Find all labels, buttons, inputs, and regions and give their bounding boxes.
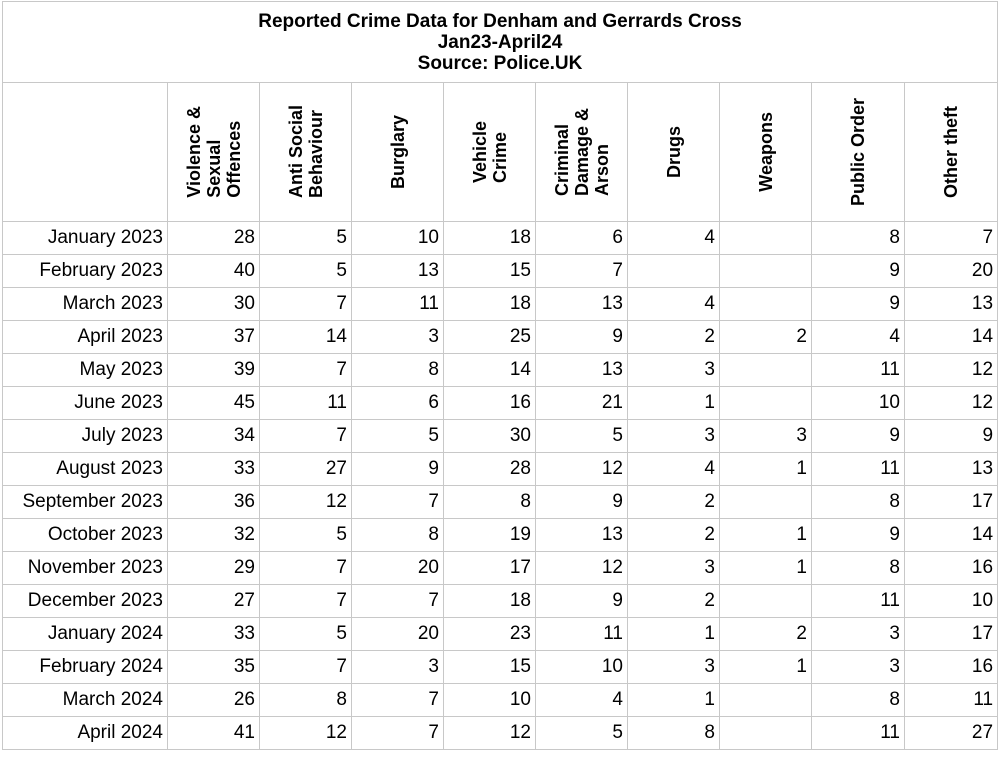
- table-cell: 10: [352, 222, 444, 255]
- table-cell: 9: [812, 519, 905, 552]
- table-cell: 9: [812, 255, 905, 288]
- table-cell: 3: [352, 651, 444, 684]
- table-cell: 5: [260, 618, 352, 651]
- table-row: [3, 651, 998, 684]
- column-header-label: Drugs: [663, 125, 684, 178]
- table-cell: 4: [628, 222, 720, 255]
- table-cell: 8: [812, 552, 905, 585]
- table-cell: 13: [536, 354, 628, 387]
- table-cell: 33: [168, 453, 260, 486]
- table-cell: 29: [168, 552, 260, 585]
- table-cell: 4: [536, 684, 628, 717]
- table-cell: 23: [444, 618, 536, 651]
- table-cell: 10: [812, 387, 905, 420]
- row-label-month: December 2023: [3, 585, 168, 618]
- table-cell: 7: [260, 354, 352, 387]
- column-header-label: Vehicle Crime: [469, 120, 510, 184]
- row-label-month: November 2023: [3, 552, 168, 585]
- table-cell: 5: [536, 717, 628, 750]
- table-cell: 16: [444, 387, 536, 420]
- row-label-month: May 2023: [3, 354, 168, 387]
- row-label-month: March 2024: [3, 684, 168, 717]
- table-cell: 45: [168, 387, 260, 420]
- table-cell: 11: [812, 717, 905, 750]
- table-cell: 20: [352, 618, 444, 651]
- table-cell: 9: [905, 420, 998, 453]
- table-cell: 8: [444, 486, 536, 519]
- table-cell: 40: [168, 255, 260, 288]
- column-header-label: Public Order: [848, 97, 868, 207]
- column-header-label: Criminal Damage & Arson: [551, 107, 612, 197]
- table-row: [3, 387, 998, 420]
- column-header-label: Burglary: [387, 114, 408, 190]
- table-cell: 15: [444, 651, 536, 684]
- table-cell: 12: [905, 354, 998, 387]
- row-label-month: August 2023: [3, 453, 168, 486]
- table-cell: 13: [352, 255, 444, 288]
- table-cell: 18: [444, 288, 536, 321]
- column-header: [628, 83, 720, 222]
- table-cell: 2: [628, 321, 720, 354]
- table-cell: 9: [812, 288, 905, 321]
- table-cell: 27: [168, 585, 260, 618]
- row-label-month: March 2023: [3, 288, 168, 321]
- table-cell: [720, 486, 812, 519]
- table-cell: 14: [260, 321, 352, 354]
- table-cell: 37: [168, 321, 260, 354]
- table-cell: 3: [628, 651, 720, 684]
- corner-cell: [3, 83, 168, 222]
- table-cell: 33: [168, 618, 260, 651]
- table-cell: [720, 255, 812, 288]
- table-cell: 8: [812, 684, 905, 717]
- table-row: [3, 255, 998, 288]
- table-cell: 20: [905, 255, 998, 288]
- table-cell: 4: [628, 453, 720, 486]
- table-cell: 4: [628, 288, 720, 321]
- table-cell: 14: [444, 354, 536, 387]
- table-cell: 2: [628, 486, 720, 519]
- table-cell: 9: [352, 453, 444, 486]
- crime-data-table: [2, 1, 998, 750]
- table-cell: 11: [812, 453, 905, 486]
- table-row: [3, 354, 998, 387]
- column-header: [352, 83, 444, 222]
- row-label-month: January 2023: [3, 222, 168, 255]
- table-row: [3, 222, 998, 255]
- table-cell: 12: [260, 717, 352, 750]
- row-label-month: February 2023: [3, 255, 168, 288]
- column-header: [168, 83, 260, 222]
- title-line-2: Jan23-April24: [437, 31, 563, 53]
- table-cell: 21: [536, 387, 628, 420]
- table-row: [3, 321, 998, 354]
- table-cell: 12: [905, 387, 998, 420]
- table-cell: 1: [720, 519, 812, 552]
- table-row: [3, 618, 998, 651]
- table-cell: 11: [352, 288, 444, 321]
- table-cell: 30: [168, 288, 260, 321]
- table-row: [3, 519, 998, 552]
- row-label-month: October 2023: [3, 519, 168, 552]
- table-row: [3, 486, 998, 519]
- table-cell: 8: [352, 519, 444, 552]
- table-cell: 1: [628, 684, 720, 717]
- table-cell: 3: [352, 321, 444, 354]
- table-cell: 1: [628, 618, 720, 651]
- table-cell: 25: [444, 321, 536, 354]
- table-cell: 14: [905, 519, 998, 552]
- table-cell: [628, 255, 720, 288]
- row-label-month: January 2024: [3, 618, 168, 651]
- column-header-label: Violence & Sexual Offences: [183, 106, 244, 198]
- table-cell: 12: [260, 486, 352, 519]
- table-cell: 7: [352, 684, 444, 717]
- table-cell: 28: [168, 222, 260, 255]
- table-cell: 32: [168, 519, 260, 552]
- table-cell: 3: [628, 420, 720, 453]
- table-cell: 7: [352, 717, 444, 750]
- table-cell: [720, 387, 812, 420]
- column-header-row: [3, 83, 998, 222]
- table-cell: 10: [536, 651, 628, 684]
- table-row: [3, 453, 998, 486]
- table-cell: 9: [812, 420, 905, 453]
- table-cell: 16: [905, 651, 998, 684]
- table-row: [3, 717, 998, 750]
- table-cell: 3: [812, 618, 905, 651]
- row-label-month: April 2023: [3, 321, 168, 354]
- table-row: [3, 684, 998, 717]
- table-cell: 11: [536, 618, 628, 651]
- table-cell: 17: [905, 486, 998, 519]
- table-cell: 11: [905, 684, 998, 717]
- column-header: [812, 83, 905, 222]
- table-cell: 1: [720, 453, 812, 486]
- table-cell: 19: [444, 519, 536, 552]
- table-cell: 1: [628, 387, 720, 420]
- table-cell: [720, 684, 812, 717]
- table-cell: 26: [168, 684, 260, 717]
- table-cell: 8: [812, 486, 905, 519]
- table-cell: 4: [812, 321, 905, 354]
- table-row: [3, 552, 998, 585]
- table-cell: 7: [260, 585, 352, 618]
- table-cell: 7: [352, 585, 444, 618]
- table-cell: 13: [905, 453, 998, 486]
- table-cell: 30: [444, 420, 536, 453]
- table-cell: 3: [720, 420, 812, 453]
- table-cell: 7: [260, 552, 352, 585]
- table-cell: 5: [260, 222, 352, 255]
- column-header: [720, 83, 812, 222]
- table-cell: 9: [536, 585, 628, 618]
- table-cell: 18: [444, 585, 536, 618]
- table-cell: 7: [260, 420, 352, 453]
- table-cell: 36: [168, 486, 260, 519]
- table-cell: 5: [352, 420, 444, 453]
- table-cell: 14: [905, 321, 998, 354]
- table-cell: 8: [352, 354, 444, 387]
- title-line-3: Source: Police.UK: [417, 52, 583, 74]
- table-cell: 11: [812, 354, 905, 387]
- table-cell: 2: [720, 618, 812, 651]
- table-cell: [720, 354, 812, 387]
- table-cell: 27: [260, 453, 352, 486]
- table-cell: [720, 288, 812, 321]
- table-cell: 15: [444, 255, 536, 288]
- table-cell: 20: [352, 552, 444, 585]
- table-cell: 5: [260, 519, 352, 552]
- table-cell: 6: [536, 222, 628, 255]
- row-label-month: February 2024: [3, 651, 168, 684]
- table-cell: 35: [168, 651, 260, 684]
- column-header-label: Weapons: [755, 112, 776, 192]
- table-cell: 9: [536, 486, 628, 519]
- table-cell: 3: [628, 552, 720, 585]
- table-cell: 41: [168, 717, 260, 750]
- table-cell: 1: [720, 552, 812, 585]
- spreadsheet: [2, 1, 997, 750]
- table-cell: 39: [168, 354, 260, 387]
- table-cell: 34: [168, 420, 260, 453]
- table-cell: 13: [905, 288, 998, 321]
- table-cell: 27: [905, 717, 998, 750]
- table-cell: 16: [905, 552, 998, 585]
- table-cell: 7: [352, 486, 444, 519]
- table-cell: 10: [444, 684, 536, 717]
- table-cell: 13: [536, 519, 628, 552]
- table-cell: 9: [536, 321, 628, 354]
- table-cell: 7: [905, 222, 998, 255]
- table-row: [3, 420, 998, 453]
- row-label-month: April 2024: [3, 717, 168, 750]
- table-cell: 8: [812, 222, 905, 255]
- table-cell: 3: [628, 354, 720, 387]
- table-cell: 3: [812, 651, 905, 684]
- table-cell: 6: [352, 387, 444, 420]
- table-cell: 12: [536, 453, 628, 486]
- column-header: [905, 83, 998, 222]
- table-cell: 10: [905, 585, 998, 618]
- table-cell: 5: [260, 255, 352, 288]
- row-label-month: September 2023: [3, 486, 168, 519]
- table-cell: 28: [444, 453, 536, 486]
- table-row: [3, 288, 998, 321]
- table-cell: 11: [260, 387, 352, 420]
- column-header: [260, 83, 352, 222]
- table-cell: 8: [260, 684, 352, 717]
- column-header-label: Other theft: [941, 106, 962, 198]
- table-cell: [720, 585, 812, 618]
- table-cell: 7: [260, 288, 352, 321]
- column-header: [444, 83, 536, 222]
- column-header-label: Anti Social Behaviour: [285, 105, 326, 199]
- table-cell: [720, 222, 812, 255]
- table-row: [3, 585, 998, 618]
- column-header: [536, 83, 628, 222]
- table-cell: [720, 717, 812, 750]
- table-cell: 2: [720, 321, 812, 354]
- table-cell: 12: [444, 717, 536, 750]
- table-cell: 8: [628, 717, 720, 750]
- title-line-1: Reported Crime Data for Denham and Gerrards Cross: [258, 10, 742, 32]
- table-cell: 17: [905, 618, 998, 651]
- table-cell: 7: [536, 255, 628, 288]
- table-cell: 18: [444, 222, 536, 255]
- row-label-month: July 2023: [3, 420, 168, 453]
- table-title: [3, 2, 998, 83]
- table-cell: 1: [720, 651, 812, 684]
- table-cell: 12: [536, 552, 628, 585]
- table-cell: 7: [260, 651, 352, 684]
- table-cell: 17: [444, 552, 536, 585]
- row-label-month: June 2023: [3, 387, 168, 420]
- table-cell: 11: [812, 585, 905, 618]
- table-cell: 13: [536, 288, 628, 321]
- table-cell: 2: [628, 585, 720, 618]
- table-cell: 2: [628, 519, 720, 552]
- table-cell: 5: [536, 420, 628, 453]
